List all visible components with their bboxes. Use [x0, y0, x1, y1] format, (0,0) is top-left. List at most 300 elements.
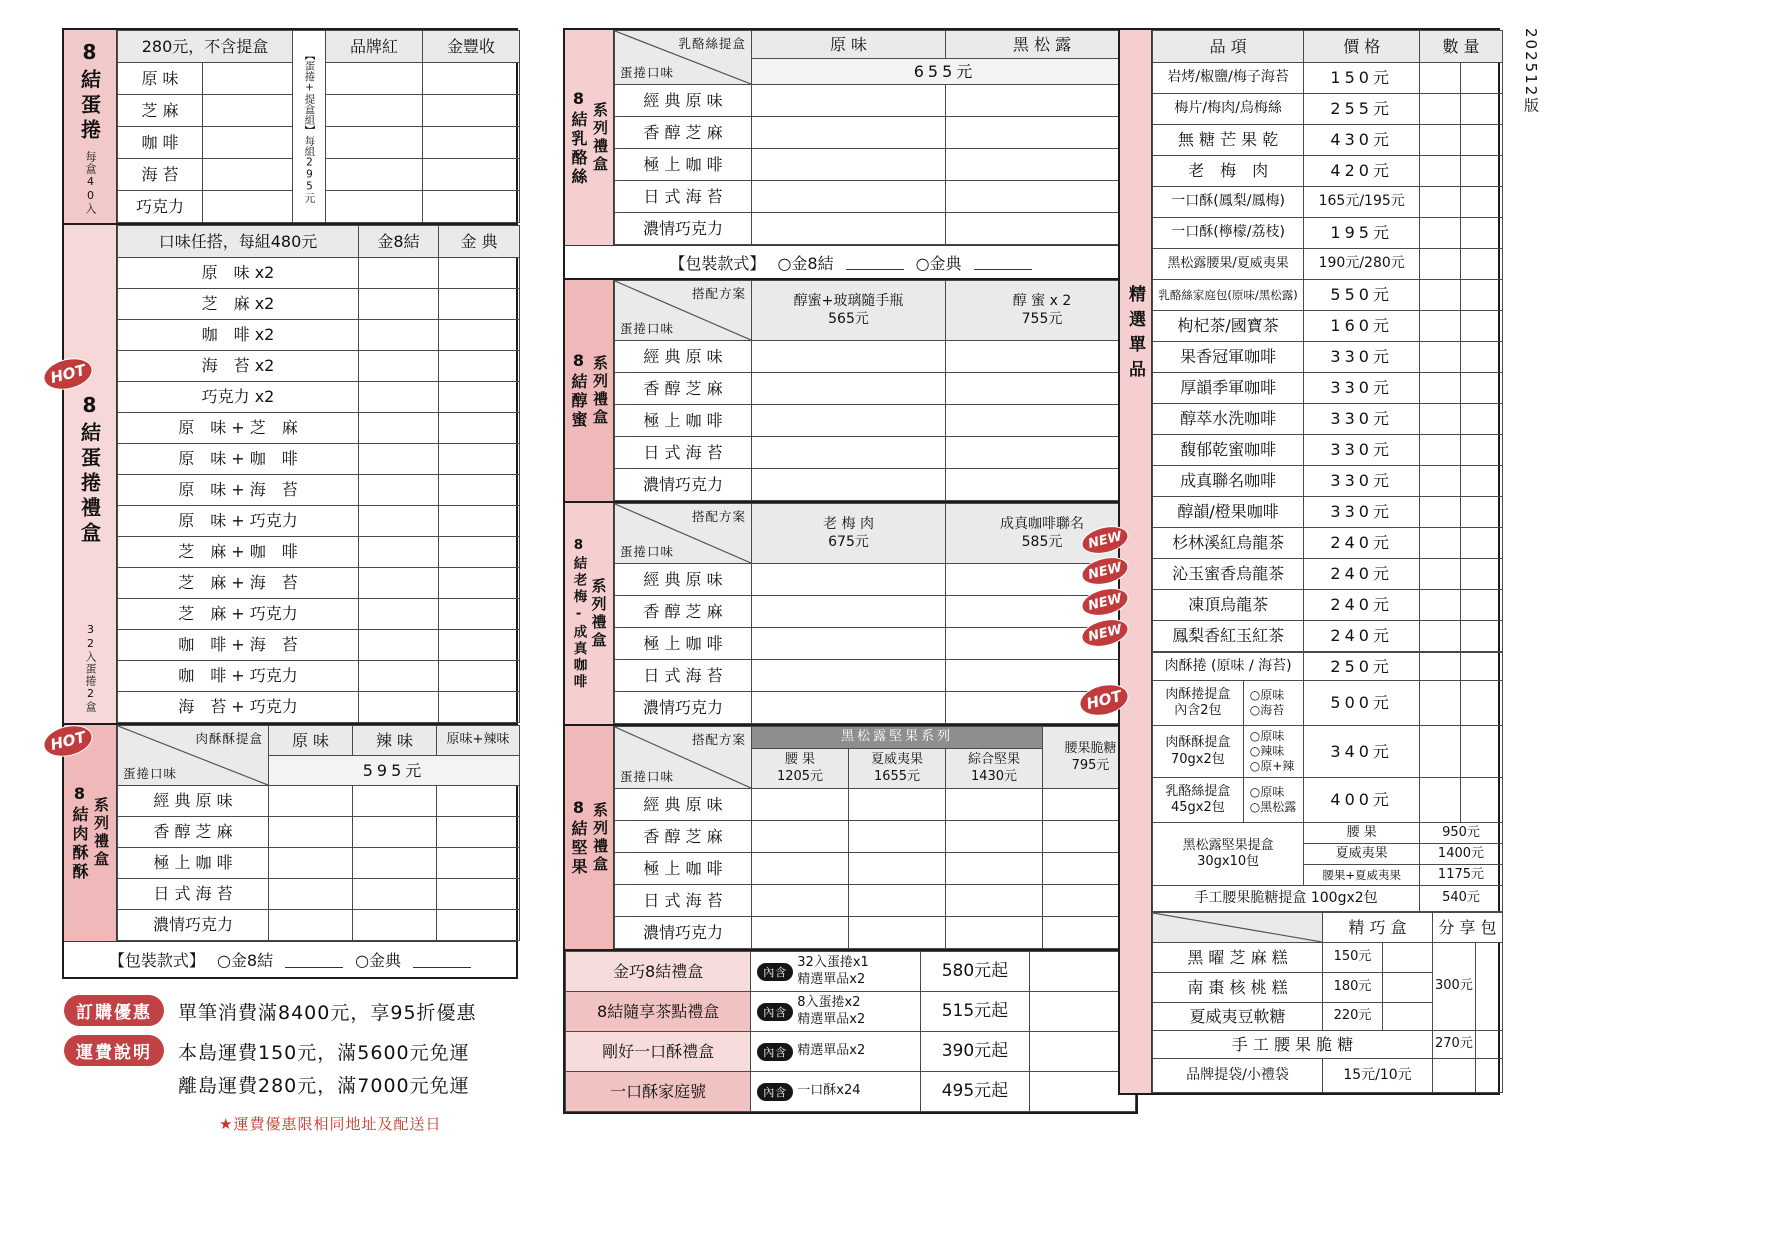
diag-top-label: 搭配方案 [691, 286, 746, 301]
cell-text: 240元 [1330, 564, 1393, 584]
cell-text: 430元 [1330, 130, 1393, 150]
cheese-strip-table [614, 30, 1139, 245]
label-cell [920, 1032, 1030, 1072]
entry-cell[interactable] [752, 213, 946, 245]
right-column [1118, 28, 1500, 1095]
entry-cell[interactable] [326, 191, 423, 223]
cell-text: 950元 [1442, 824, 1480, 840]
eggroll-order-table [117, 30, 520, 223]
entry-cell[interactable] [1461, 681, 1502, 726]
entry-cell[interactable] [1461, 187, 1502, 218]
entry-cell[interactable] [423, 159, 520, 191]
label-cell [615, 85, 752, 117]
entry-cell[interactable] [946, 149, 1139, 181]
sidebar-eggroll [64, 30, 117, 223]
entry-cell[interactable] [439, 506, 520, 537]
entry-cell[interactable] [326, 159, 423, 191]
label-cell [1153, 590, 1304, 621]
entry-cell[interactable] [946, 821, 1043, 853]
entry-cell[interactable] [1433, 1059, 1476, 1093]
cell-text: 極 上 咖 啡 [643, 154, 723, 174]
entry-cell[interactable] [1461, 621, 1502, 652]
packaging-style-row [565, 245, 1136, 278]
label-cell [1420, 844, 1503, 865]
pack-option-classic[interactable]: ○金典 [355, 951, 402, 970]
left-column [62, 28, 518, 1134]
cell-text: 濃情巧克力 [642, 474, 723, 494]
cell-text: 馥郁乾蜜咖啡 [1180, 440, 1277, 460]
cell-text: 一口酥x24 [797, 1083, 861, 1099]
cell-text: 400元 [1330, 790, 1393, 810]
item-cheese-strip-box [1153, 778, 1244, 823]
cell-text: 500元 [1330, 693, 1393, 713]
label-cell [1304, 218, 1420, 249]
cell-text: 330元 [1330, 378, 1393, 398]
sidebar-title: 8結蛋捲 [77, 40, 102, 144]
entry-cell[interactable] [752, 821, 849, 853]
entry-cell[interactable] [203, 159, 293, 191]
shipping-note: ★運費優惠限相同地址及配送日 [219, 1115, 442, 1133]
entry-cell[interactable] [203, 127, 293, 159]
entry-cell[interactable] [946, 341, 1139, 373]
entry-cell[interactable] [752, 596, 946, 628]
include-badge: 內含 [757, 1083, 793, 1101]
entry-cell[interactable] [359, 661, 439, 692]
entry-cell[interactable] [1420, 94, 1461, 125]
section-honey-giftbox [563, 278, 1138, 503]
diag-top-label: 搭配方案 [691, 732, 746, 747]
cell-text: 金巧8結禮盒 [613, 961, 704, 981]
price-655 [752, 59, 1139, 85]
entry-cell[interactable] [439, 258, 520, 289]
entry-cell[interactable] [439, 320, 520, 351]
label-cell [118, 786, 269, 817]
entry-cell[interactable] [946, 181, 1139, 213]
entry-cell[interactable] [359, 599, 439, 630]
cell-text: 金8結 [377, 231, 420, 251]
header-280-no-box [118, 31, 293, 63]
entry-cell[interactable] [849, 789, 946, 821]
entry-cell[interactable] [849, 853, 946, 885]
entry-cell[interactable] [437, 786, 520, 817]
entry-cell[interactable] [326, 95, 423, 127]
entry-cell[interactable] [353, 817, 437, 848]
entry-cell[interactable] [439, 537, 520, 568]
entry-cell[interactable] [1420, 435, 1461, 466]
entry-cell[interactable] [326, 63, 423, 95]
cell-text: 金 典 [460, 231, 498, 251]
entry-cell[interactable] [1461, 466, 1502, 497]
entry-cell[interactable] [1420, 280, 1461, 311]
cell-text: 香 醇 芝 麻 [643, 122, 723, 142]
entry-cell[interactable] [1461, 94, 1502, 125]
gift-gold-8jie [566, 952, 751, 992]
entry-cell[interactable] [439, 661, 520, 692]
cell-text: 價 格 [1343, 36, 1381, 56]
entry-cell[interactable] [437, 817, 520, 848]
entry-cell[interactable] [359, 258, 439, 289]
gift-combo-table [565, 951, 1136, 1112]
header-share-pack [1433, 913, 1503, 943]
entry-cell[interactable] [1461, 125, 1502, 156]
entry-cell[interactable] [946, 117, 1139, 149]
entry-cell[interactable] [1420, 63, 1461, 94]
entry-cell[interactable] [439, 444, 520, 475]
entry-cell[interactable] [1420, 497, 1461, 528]
label-cell [1153, 63, 1304, 94]
entry-cell[interactable] [1461, 63, 1502, 94]
entry-cell[interactable] [1475, 1031, 1502, 1059]
entry-cell[interactable] [752, 437, 946, 469]
cell-text: 沁玉蜜香烏龍茶 [1172, 564, 1285, 584]
cell-text: 340元 [1330, 741, 1393, 761]
entry-cell[interactable] [946, 469, 1139, 501]
label-cell [1304, 528, 1420, 559]
entry-cell[interactable] [1475, 1059, 1502, 1093]
item-cashew-brittle-box [1153, 886, 1420, 912]
entry-cell[interactable] [752, 405, 946, 437]
label-cell [353, 726, 437, 756]
label-cell [1153, 973, 1323, 1003]
cell-text: 515元起 [941, 1000, 1009, 1021]
entry-cell[interactable] [1461, 653, 1502, 681]
entry-cell[interactable] [1420, 681, 1461, 726]
entry-cell[interactable] [752, 789, 849, 821]
fill-in-blank[interactable] [974, 254, 1032, 270]
cell-text: 芝 麻 + 海 苔 [178, 573, 298, 593]
entry-cell[interactable] [1420, 653, 1461, 681]
cell-text: 香 醇 芝 麻 [643, 826, 723, 846]
header-gold-8jie [359, 226, 439, 258]
entry-cell[interactable] [203, 95, 293, 127]
entry-cell[interactable] [269, 879, 353, 910]
cell-text: 夏威夷豆軟糖 [1189, 1006, 1286, 1026]
label-cell [1304, 63, 1420, 94]
plum-coffee-table [614, 503, 1139, 724]
entry-cell[interactable] [1461, 778, 1502, 823]
header-price [1304, 31, 1420, 63]
entry-cell[interactable] [1420, 218, 1461, 249]
entry-cell[interactable] [353, 848, 437, 879]
cell-text: 濃情巧克力 [642, 218, 723, 238]
pack-option-gold8[interactable]: ○金8結 [216, 951, 274, 970]
cell-text: 綜合堅果 1430元 [967, 752, 1020, 784]
entry-cell[interactable] [439, 351, 520, 382]
entry-cell[interactable] [1461, 280, 1502, 311]
cell-text: 經 典 原 味 [643, 346, 723, 366]
truffle-nut-series-header [752, 727, 1043, 749]
label-cell [752, 31, 946, 59]
entry-cell[interactable] [752, 564, 946, 596]
label-cell [118, 63, 203, 95]
cell-text: 150元 [1330, 68, 1393, 88]
sidebar-pork-crisp [64, 725, 117, 941]
entry-cell[interactable] [359, 506, 439, 537]
cell-text: 咖 啡 [141, 132, 179, 152]
label-cell [1153, 125, 1304, 156]
entry-cell[interactable] [946, 885, 1043, 917]
entry-cell[interactable] [359, 382, 439, 413]
entry-cell[interactable] [946, 213, 1139, 245]
label-cell [615, 437, 752, 469]
entry-cell[interactable] [1461, 590, 1502, 621]
cell-text: 日 式 海 苔 [643, 890, 723, 910]
entry-cell[interactable] [752, 692, 946, 724]
entry-cell[interactable] [423, 63, 520, 95]
cell-text: 540元 [1442, 890, 1480, 906]
new-badge: NEW [1080, 616, 1130, 650]
label-cell [1153, 1003, 1323, 1031]
diag-bottom-label: 蛋捲口味 [620, 321, 675, 336]
cell-text: 品牌紅 [349, 36, 398, 56]
label-cell [1304, 404, 1420, 435]
label-cell [920, 992, 1030, 1032]
fill-in-blank[interactable] [413, 952, 471, 968]
gift-contents [751, 952, 920, 992]
entry-cell[interactable] [1420, 778, 1461, 823]
entry-cell[interactable] [439, 475, 520, 506]
entry-cell[interactable] [1461, 218, 1502, 249]
entry-cell[interactable] [1420, 528, 1461, 559]
diag-bottom-label: 蛋捲口味 [620, 544, 675, 559]
entry-cell[interactable] [1420, 559, 1461, 590]
entry-cell[interactable] [752, 373, 946, 405]
entry-cell[interactable] [269, 848, 353, 879]
entry-cell[interactable] [1420, 249, 1461, 280]
diagonal-line [1153, 913, 1322, 942]
label-cell [1153, 156, 1304, 187]
cell-text: 黑松露腰果/夏威夷果 [1167, 255, 1289, 271]
entry-cell[interactable] [359, 692, 439, 723]
entry-cell[interactable] [423, 95, 520, 127]
cell-text: 分 享 包 [1438, 917, 1497, 937]
entry-cell[interactable] [1383, 943, 1433, 973]
entry-cell[interactable] [269, 910, 353, 941]
entry-cell[interactable] [439, 630, 520, 661]
entry-cell[interactable] [1420, 373, 1461, 404]
entry-cell[interactable] [359, 630, 439, 661]
cell-text: 數 量 [1442, 36, 1480, 56]
cell-text: 口味任搭，每組480元 [158, 231, 318, 251]
entry-cell[interactable] [752, 341, 946, 373]
entry-cell[interactable] [359, 413, 439, 444]
entry-cell[interactable] [1420, 342, 1461, 373]
header-gold-harvest [423, 31, 520, 63]
entry-cell[interactable] [1420, 621, 1461, 652]
cell-text: 一口酥家庭號 [610, 1081, 707, 1101]
entry-cell[interactable] [353, 879, 437, 910]
label-cell [1304, 681, 1420, 726]
entry-cell[interactable] [752, 117, 946, 149]
entry-cell[interactable] [359, 320, 439, 351]
entry-cell[interactable] [752, 917, 849, 949]
entry-cell[interactable] [1383, 1003, 1433, 1031]
entry-cell[interactable] [326, 127, 423, 159]
label-cell [1153, 342, 1304, 373]
entry-cell[interactable] [353, 910, 437, 941]
entry-cell[interactable] [1461, 497, 1502, 528]
entry-cell[interactable] [269, 786, 353, 817]
cell-text: 黑 曜 芝 麻 糕 [1187, 947, 1288, 967]
sidebar-subtitle: 系列禮盒 [589, 577, 608, 650]
entry-cell[interactable] [1461, 342, 1502, 373]
promo-area [62, 995, 518, 1134]
cell-text: 極 上 咖 啡 [643, 633, 723, 653]
cell-text: 255元 [1330, 99, 1393, 119]
entry-cell[interactable] [359, 289, 439, 320]
entry-cell[interactable] [359, 568, 439, 599]
item-pork-crisp-box [1153, 726, 1244, 778]
entry-cell[interactable] [849, 917, 946, 949]
entry-cell[interactable] [203, 191, 293, 223]
label-cell [615, 821, 752, 853]
entry-cell[interactable] [946, 85, 1139, 117]
entry-cell[interactable] [1461, 249, 1502, 280]
entry-cell[interactable] [439, 599, 520, 630]
entry-cell[interactable] [437, 910, 520, 941]
entry-cell[interactable] [752, 469, 946, 501]
label-cell [615, 853, 752, 885]
entry-cell[interactable] [1461, 559, 1502, 590]
entry-cell[interactable] [1420, 156, 1461, 187]
entry-cell[interactable] [353, 786, 437, 817]
sidebar-title: 精選單品 [1125, 285, 1145, 385]
plan-honey-x2 [946, 281, 1139, 341]
flavor-options[interactable] [1243, 681, 1303, 726]
entry-cell[interactable] [946, 917, 1043, 949]
entry-cell[interactable] [359, 537, 439, 568]
entry-cell[interactable] [269, 817, 353, 848]
entry-cell[interactable] [946, 373, 1139, 405]
entry-cell[interactable] [752, 628, 946, 660]
pack-option-gold8[interactable]: ○金8結 [777, 253, 834, 273]
header-item [1153, 31, 1304, 63]
sidebar-subtitle: 系列禮盒 [591, 101, 609, 174]
label-cell [1304, 249, 1420, 280]
entry-cell[interactable] [423, 127, 520, 159]
entry-cell[interactable] [439, 692, 520, 723]
sidebar-plum-coffee [565, 503, 614, 724]
entry-cell[interactable] [946, 853, 1043, 885]
cell-text: 成真咖啡聯名 585元 [1000, 516, 1084, 550]
entry-cell[interactable] [1420, 311, 1461, 342]
entry-cell[interactable] [752, 181, 946, 213]
label-cell [118, 351, 359, 382]
entry-cell[interactable] [439, 568, 520, 599]
entry-cell[interactable] [752, 885, 849, 917]
entry-cell[interactable] [1420, 726, 1461, 778]
entry-cell[interactable] [1461, 311, 1502, 342]
cell-text: 240元 [1330, 533, 1393, 553]
entry-cell[interactable] [849, 821, 946, 853]
cell-text: 肉酥捲 (原味 / 海苔) [1164, 657, 1292, 674]
entry-cell[interactable] [437, 879, 520, 910]
cell-text: 原 味 x2 [201, 263, 275, 283]
cell-text: 一口酥(檸檬/荔枝) [1171, 224, 1285, 241]
entry-cell[interactable] [1383, 973, 1433, 1003]
label-cell [1304, 466, 1420, 497]
label-cell [615, 373, 752, 405]
entry-cell[interactable] [1475, 943, 1502, 1031]
fill-in-blank[interactable] [846, 254, 904, 270]
label-cell [118, 506, 359, 537]
entry-cell[interactable] [946, 405, 1139, 437]
entry-cell[interactable] [423, 191, 520, 223]
section-pork-crisp-giftbox [62, 723, 518, 979]
cell-text: 經 典 原 味 [643, 90, 723, 110]
entry-cell[interactable] [359, 444, 439, 475]
label-cell [1323, 973, 1383, 1003]
include-badge: 內含 [757, 1043, 793, 1061]
label-cell [118, 191, 203, 223]
cell-text: 海 苔 + 巧克力 [178, 697, 298, 717]
entry-cell[interactable] [1461, 156, 1502, 187]
entry-cell[interactable] [359, 475, 439, 506]
entry-cell[interactable] [752, 660, 946, 692]
entry-cell[interactable] [1461, 435, 1502, 466]
label-cell [1153, 497, 1304, 528]
cell-text: 一口酥(鳳梨/鳳梅) [1171, 193, 1285, 210]
entry-cell[interactable] [1461, 404, 1502, 435]
entry-cell[interactable] [1461, 726, 1502, 778]
hot-badge: HOT [41, 355, 94, 394]
entry-cell[interactable] [439, 289, 520, 320]
entry-cell[interactable] [946, 789, 1043, 821]
fill-in-blank[interactable] [285, 952, 343, 968]
entry-cell[interactable] [1461, 528, 1502, 559]
entry-cell[interactable] [203, 63, 293, 95]
label-cell [1304, 94, 1420, 125]
entry-cell[interactable] [1420, 125, 1461, 156]
cell-text: 梅片/梅肉/烏梅絲 [1174, 100, 1282, 117]
label-cell [1304, 653, 1420, 681]
share-pack-price [1433, 943, 1476, 1031]
entry-cell[interactable] [1420, 187, 1461, 218]
section-8jie-eggroll [62, 28, 518, 225]
cell-text: 280元，不含提盒 [141, 36, 269, 56]
new-badge: NEW [1080, 585, 1130, 619]
pack-option-classic[interactable]: ○金典 [915, 253, 962, 273]
entry-cell[interactable] [1420, 590, 1461, 621]
entry-cell[interactable] [437, 848, 520, 879]
label-cell [118, 95, 203, 127]
label-cell [1153, 373, 1304, 404]
entry-cell[interactable] [439, 382, 520, 413]
flavor-options[interactable] [1243, 778, 1303, 823]
cell-text: 195元 [1330, 223, 1393, 243]
entry-cell[interactable] [1420, 404, 1461, 435]
label-cell [118, 382, 359, 413]
label-cell [1420, 865, 1503, 886]
entry-cell[interactable] [752, 853, 849, 885]
entry-cell[interactable] [1420, 466, 1461, 497]
entry-cell[interactable] [849, 885, 946, 917]
diag-top-label: 乳酪絲提盒 [678, 36, 746, 51]
cell-text: 原 味 [829, 34, 868, 54]
entry-cell[interactable] [752, 149, 946, 181]
gift-bite-crisp [566, 1032, 751, 1072]
entry-cell[interactable] [439, 413, 520, 444]
entry-cell[interactable] [946, 437, 1139, 469]
cell-text: 150元 [1333, 949, 1372, 965]
entry-cell[interactable] [752, 85, 946, 117]
entry-cell[interactable] [359, 351, 439, 382]
cell-text: 肉酥捲提盒 內含2包 [1165, 686, 1231, 718]
gift-contents [751, 1072, 920, 1112]
entry-cell[interactable] [1461, 373, 1502, 404]
flavor-options[interactable] [1243, 726, 1303, 778]
label-cell [1304, 156, 1420, 187]
